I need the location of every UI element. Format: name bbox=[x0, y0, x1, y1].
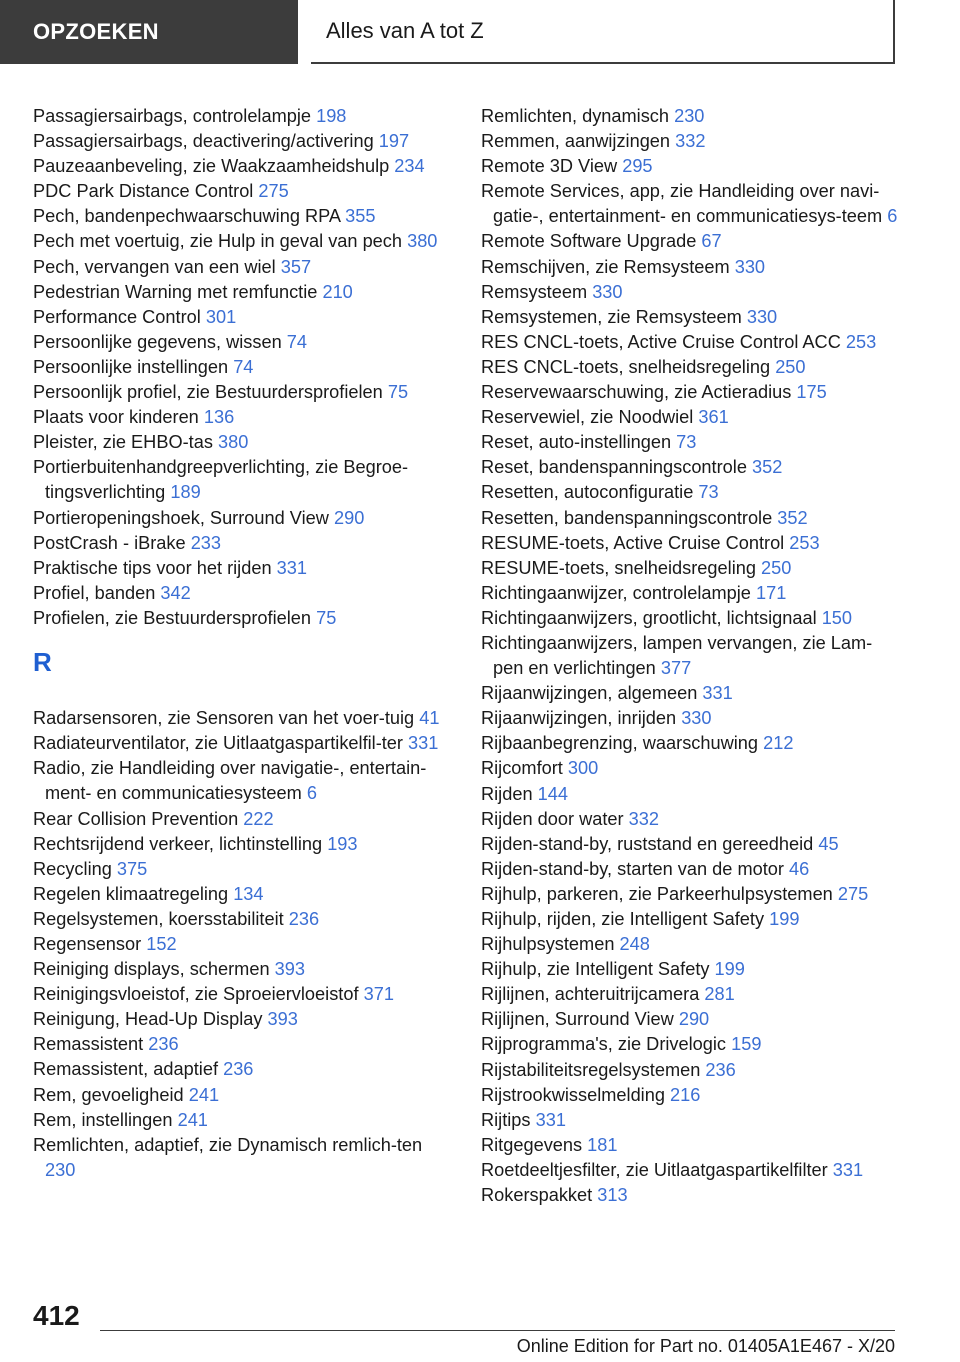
index-entry-page-link[interactable]: 73 bbox=[676, 432, 697, 453]
index-entry-page-link[interactable]: 331 bbox=[276, 557, 307, 578]
index-entry-text: Praktische tips voor het rijden bbox=[33, 557, 272, 578]
index-entry-page-link[interactable]: 175 bbox=[796, 382, 827, 403]
index-entry-page-link[interactable]: 313 bbox=[597, 1185, 628, 1206]
index-entry bbox=[481, 807, 901, 832]
index-entry bbox=[481, 857, 901, 882]
index-entry-text: Plaats voor kinderen bbox=[33, 407, 199, 428]
index-entry-page-link[interactable]: 342 bbox=[160, 582, 191, 603]
index-entry bbox=[481, 706, 901, 731]
index-entry-page-link[interactable]: 393 bbox=[274, 959, 305, 980]
index-entry-page-link[interactable]: 189 bbox=[170, 482, 201, 503]
index-entry bbox=[33, 807, 453, 832]
index-entry bbox=[481, 305, 901, 330]
index-entry-text: Remlichten, dynamisch bbox=[481, 106, 670, 126]
index-entry-text: RESUME-toets, Active Cruise Control bbox=[481, 532, 785, 553]
index-entry bbox=[33, 179, 453, 204]
index-entry-page-link[interactable]: 199 bbox=[769, 909, 800, 929]
index-entry-text: Rijlijnen, achteruitrijcamera bbox=[481, 984, 700, 1005]
index-entry bbox=[481, 606, 901, 631]
index-entry-page-link[interactable]: 330 bbox=[746, 306, 778, 327]
index-entry bbox=[33, 355, 453, 380]
index-entry-text: Rijtips bbox=[481, 1109, 531, 1130]
index-entry bbox=[481, 782, 901, 807]
index-entry-page-link[interactable]: 73 bbox=[698, 482, 719, 503]
index-entry-page-link[interactable]: 222 bbox=[243, 808, 274, 829]
index-entry-text: Persoonlijke gegevens, wissen bbox=[33, 331, 282, 352]
index-entry-page-link[interactable]: 74 bbox=[286, 331, 307, 352]
index-entry-page-link[interactable]: 275 bbox=[258, 181, 289, 202]
index-entry-page-link[interactable]: 380 bbox=[407, 231, 438, 252]
index-entry-page-link[interactable]: 352 bbox=[752, 457, 783, 478]
index-entry bbox=[481, 380, 901, 405]
index-entry-text: Rijstrookwisselmelding bbox=[481, 1084, 665, 1105]
index-entry-page-link[interactable]: 152 bbox=[146, 934, 177, 954]
index-entry bbox=[33, 1083, 453, 1108]
footer-edition-text: Online Edition for Part no. 01405A1E467 - X/20 bbox=[516, 1336, 895, 1356]
index-entry bbox=[481, 681, 901, 706]
index-letter-heading: R bbox=[33, 646, 52, 677]
index-entries-p bbox=[33, 104, 453, 631]
index-entry bbox=[33, 405, 453, 430]
index-entry-text: Recycling bbox=[33, 858, 112, 879]
index-entry bbox=[33, 129, 453, 154]
index-entry-page-link[interactable]: 281 bbox=[704, 984, 735, 1005]
index-entry-page-link[interactable]: 234 bbox=[394, 156, 425, 177]
index-entry-text: PostCrash - iBrake bbox=[33, 532, 186, 553]
index-entry bbox=[481, 330, 901, 355]
index-entry-text: Remote Services, app, zie Handleiding over navi-gatie-, entertainment- en communicatiesys-teem bbox=[481, 181, 883, 227]
index-entry bbox=[33, 229, 453, 254]
index-entry bbox=[33, 1032, 453, 1057]
index-entry bbox=[481, 1032, 901, 1057]
index-entry-text: Profielen, zie Bestuurdersprofielen bbox=[33, 607, 312, 628]
index-entry bbox=[33, 556, 453, 581]
index-entry bbox=[481, 531, 901, 556]
index-entry bbox=[481, 631, 901, 681]
index-entry-text: RESUME-toets, snelheidsregeling bbox=[481, 557, 756, 578]
index-entry-text: Reservewaarschuwing, zie Actieradius bbox=[481, 382, 792, 403]
index-entry-page-link[interactable]: 295 bbox=[622, 156, 653, 177]
index-entry-text: Pech, vervangen van een wiel bbox=[33, 256, 276, 277]
index-entry-page-link[interactable]: 331 bbox=[702, 683, 733, 704]
index-entry-page-link[interactable]: 290 bbox=[333, 507, 365, 528]
index-entry-page-link[interactable]: 236 bbox=[288, 908, 320, 929]
index-entry bbox=[33, 932, 453, 957]
index-entry bbox=[481, 982, 901, 1007]
page-number: 412 bbox=[33, 1300, 80, 1331]
index-entry-page-link[interactable]: 199 bbox=[714, 959, 745, 980]
index-entry-text: Radarsensoren, zie Sensoren van het voer-tuig bbox=[33, 708, 415, 729]
index-entry-text: Rijstabiliteitsregelsystemen bbox=[481, 1059, 701, 1080]
index-entry-text: RES CNCL-toets, snelheidsregeling bbox=[481, 356, 771, 377]
index-entry-text: Performance Control bbox=[33, 306, 201, 327]
index-entry-text: Resetten, bandenspanningscontrole bbox=[481, 507, 773, 528]
index-entry-text: Reservewiel, zie Noodwiel bbox=[481, 407, 694, 428]
index-entry-page-link[interactable]: 230 bbox=[45, 1159, 76, 1180]
index-entry-text: Pech met voertuig, zie Hulp in geval van pech bbox=[33, 231, 403, 252]
index-entry-text: Rem, instellingen bbox=[33, 1109, 173, 1130]
index-entry-text: Pech, bandenpechwaarschuwing RPA bbox=[33, 206, 341, 227]
index-entry-page-link[interactable]: 330 bbox=[592, 281, 623, 302]
index-entry bbox=[481, 832, 901, 857]
index-entry-page-link[interactable]: 45 bbox=[818, 833, 839, 854]
index-entry bbox=[33, 832, 453, 857]
index-entry-text: Richtingaanwijzers, grootlicht, lichtsignaal bbox=[481, 607, 817, 628]
index-entry-page-link[interactable]: 250 bbox=[775, 356, 806, 377]
index-entry-page-link[interactable]: 380 bbox=[217, 432, 249, 453]
index-entry-text: Rijhulp, rijden, zie Intelligent Safety bbox=[481, 909, 765, 929]
index-entry-page-link[interactable]: 236 bbox=[148, 1034, 179, 1055]
index-entry bbox=[481, 1158, 901, 1183]
index-entry bbox=[33, 255, 453, 280]
index-entry-text: Rem, gevoeligheid bbox=[33, 1084, 184, 1105]
index-column-left bbox=[33, 104, 453, 1183]
index-entry-page-link[interactable]: 330 bbox=[734, 256, 766, 277]
index-entry-text: Rijcomfort bbox=[481, 758, 563, 779]
index-entry-page-link[interactable]: 355 bbox=[345, 206, 376, 227]
index-entry-page-link[interactable]: 241 bbox=[177, 1109, 208, 1130]
index-entry bbox=[33, 204, 453, 229]
index-entry bbox=[33, 982, 453, 1007]
index-entry-page-link[interactable]: 250 bbox=[761, 557, 792, 578]
index-entry bbox=[481, 907, 901, 932]
index-entry-page-link[interactable]: 300 bbox=[567, 758, 599, 779]
index-entry-text: Rijbaanbegrenzing, waarschuwing bbox=[481, 733, 759, 754]
index-entry-page-link[interactable]: 332 bbox=[675, 131, 706, 152]
index-entry bbox=[481, 1007, 901, 1032]
index-entry-page-link[interactable]: 375 bbox=[116, 858, 148, 879]
index-entry-text: Passagiersairbags, deactivering/activering bbox=[33, 131, 374, 152]
index-entry-text: Remassistent bbox=[33, 1034, 144, 1055]
index-entry-text: Profiel, banden bbox=[33, 582, 156, 603]
index-entry-page-link[interactable]: 352 bbox=[777, 507, 808, 528]
index-entry bbox=[481, 179, 901, 229]
index-entry-page-link[interactable]: 181 bbox=[587, 1134, 618, 1155]
index-entry bbox=[33, 104, 453, 129]
section-title: Alles van A tot Z bbox=[311, 0, 895, 64]
index-entry-text: Rijhulp, zie Intelligent Safety bbox=[481, 959, 710, 980]
index-entry-page-link[interactable]: 331 bbox=[408, 733, 439, 754]
index-entry-text: Rijden door water bbox=[481, 808, 624, 829]
index-entry-text: Remassistent, adaptief bbox=[33, 1059, 219, 1080]
index-entry-text: Rijden-stand-by, ruststand en gereedheid bbox=[481, 833, 814, 854]
index-entry bbox=[481, 1083, 901, 1108]
index-entry-text: Remote Software Upgrade bbox=[481, 231, 697, 252]
index-entry-page-link[interactable]: 393 bbox=[267, 1009, 298, 1030]
index-entry-page-link[interactable]: 74 bbox=[233, 356, 254, 377]
index-entry-text: Passagiersairbags, controlelampje bbox=[33, 106, 312, 126]
index-entry-text: Persoonlijke instellingen bbox=[33, 356, 229, 377]
index-entry bbox=[33, 581, 453, 606]
index-entry bbox=[481, 1133, 901, 1158]
index-entry bbox=[33, 305, 453, 330]
index-entry-text: Rijaanwijzingen, algemeen bbox=[481, 683, 698, 704]
index-entry bbox=[481, 731, 901, 756]
index-entry bbox=[33, 330, 453, 355]
index-entry bbox=[481, 756, 901, 781]
index-entry bbox=[481, 556, 901, 581]
index-entry-page-link[interactable]: 212 bbox=[763, 733, 794, 754]
index-entry-text: Remschijven, zie Remsysteem bbox=[481, 256, 730, 277]
index-entry-page-link[interactable]: 241 bbox=[188, 1084, 220, 1105]
index-entry-page-link[interactable]: 253 bbox=[789, 532, 820, 553]
index-entry-text: Regensensor bbox=[33, 934, 142, 954]
index-entry-page-link[interactable]: 331 bbox=[832, 1159, 864, 1180]
index-entry-page-link[interactable]: 134 bbox=[233, 883, 264, 904]
index-entry-text: Reiniging displays, schermen bbox=[33, 959, 270, 980]
index-entry-text: Remmen, aanwijzingen bbox=[481, 131, 671, 152]
footer-divider bbox=[100, 1330, 895, 1331]
index-entry bbox=[33, 430, 453, 455]
index-entry-page-link[interactable]: 210 bbox=[322, 281, 353, 302]
index-entry bbox=[481, 506, 901, 531]
index-entry-page-link[interactable]: 275 bbox=[837, 883, 869, 904]
index-entry-text: Regelsystemen, koersstabiliteit bbox=[33, 908, 284, 929]
index-entry-page-link[interactable]: 290 bbox=[678, 1009, 710, 1030]
index-entry-text: Persoonlijk profiel, zie Bestuurdersprofielen bbox=[33, 382, 383, 403]
index-entry bbox=[481, 581, 901, 606]
index-entry-text: Resetten, autoconfiguratie bbox=[481, 482, 694, 503]
index-entry-page-link[interactable]: 236 bbox=[223, 1059, 254, 1080]
index-entry-text: Rijden bbox=[481, 783, 533, 804]
index-entry-page-link[interactable]: 198 bbox=[316, 106, 347, 126]
index-entry-text: Rechtsrijdend verkeer, lichtinstelling bbox=[33, 833, 323, 854]
index-entry bbox=[481, 957, 901, 982]
index-entry bbox=[481, 255, 901, 280]
index-entry-page-link[interactable]: 332 bbox=[628, 808, 659, 829]
section-tab[interactable]: OPZOEKEN bbox=[0, 0, 298, 64]
index-entry-text: Rijprogramma's, zie Drivelogic bbox=[481, 1034, 727, 1055]
index-entry-text: Ritgegevens bbox=[481, 1134, 583, 1155]
index-entry-page-link[interactable]: 330 bbox=[681, 708, 712, 729]
index-entry-page-link[interactable]: 67 bbox=[701, 231, 722, 252]
index-entry bbox=[481, 280, 901, 305]
index-entry-text: Pleister, zie EHBO-tas bbox=[33, 432, 213, 453]
index-entries-r-continued bbox=[481, 104, 901, 1208]
index-entry-page-link[interactable]: 357 bbox=[280, 256, 312, 277]
index-entry-page-link[interactable]: 46 bbox=[789, 858, 810, 879]
index-entry bbox=[481, 932, 901, 957]
index-entry-text: Rokerspakket bbox=[481, 1185, 593, 1206]
index-entry-text: Rijaanwijzingen, inrijden bbox=[481, 708, 677, 729]
index-entry bbox=[481, 405, 901, 430]
index-entry-page-link[interactable]: 75 bbox=[387, 382, 409, 403]
index-entry-page-link[interactable]: 150 bbox=[821, 607, 853, 628]
index-entry bbox=[33, 280, 453, 305]
index-entry bbox=[481, 882, 901, 907]
index-entries-r bbox=[33, 706, 453, 1183]
index-entry bbox=[33, 882, 453, 907]
index-entry-text: Reinigung, Head-Up Display bbox=[33, 1009, 263, 1030]
index-entry-page-link[interactable]: 41 bbox=[419, 708, 440, 729]
index-entry bbox=[33, 907, 453, 932]
index-entry-text: Radiateurventilator, zie Uitlaatgaspartikelfil-ter bbox=[33, 733, 403, 754]
index-entry-text: Rijden-stand-by, starten van de motor bbox=[481, 858, 784, 879]
index-entry bbox=[481, 229, 901, 254]
index-entry-page-link[interactable]: 230 bbox=[674, 106, 705, 126]
index-entry bbox=[481, 1108, 901, 1133]
index-entry-page-link[interactable]: 253 bbox=[845, 331, 877, 352]
index-entry-text: Radio, zie Handleiding over navigatie-, entertain-ment- en communicatiesysteem bbox=[33, 758, 427, 804]
index-entry-page-link[interactable]: 301 bbox=[205, 306, 237, 327]
index-entry bbox=[33, 506, 453, 531]
index-entry-text: Rijhulp, parkeren, zie Parkeerhulpsystemen bbox=[481, 883, 833, 904]
index-entry-page-link[interactable]: 136 bbox=[203, 407, 235, 428]
index-entry-text: Reset, bandenspanningscontrole bbox=[481, 457, 747, 478]
index-entry bbox=[481, 1058, 901, 1083]
index-entry bbox=[481, 154, 901, 179]
index-entry-page-link[interactable]: 171 bbox=[755, 582, 787, 603]
index-entry-text: Rijhulpsystemen bbox=[481, 934, 615, 955]
index-entry-text: Pauzeaanbeveling, zie Waakzaamheidshulp bbox=[33, 156, 390, 177]
index-entry bbox=[33, 706, 453, 731]
index-entry bbox=[481, 480, 901, 505]
index-entry-page-link[interactable]: 236 bbox=[705, 1059, 736, 1080]
index-entry bbox=[33, 455, 453, 505]
index-entry bbox=[481, 455, 901, 480]
index-entry bbox=[481, 104, 901, 129]
index-entry-text: Richtingaanwijzers, lampen vervangen, zie Lam-pen en verlichtingen bbox=[481, 632, 873, 679]
index-entry bbox=[481, 355, 901, 380]
index-entry-page-link[interactable]: 144 bbox=[537, 783, 568, 804]
index-entry-text: Rear Collision Prevention bbox=[33, 808, 239, 829]
index-entry-page-link[interactable]: 248 bbox=[619, 934, 650, 955]
index-column-right bbox=[481, 104, 901, 1208]
index-entry bbox=[33, 1108, 453, 1133]
index-entry-text: Roetdeeltjesfilter, zie Uitlaatgaspartikelfilter bbox=[481, 1159, 828, 1180]
index-entry-text: Portieropeningshoek, Surround View bbox=[33, 507, 329, 528]
index-entry bbox=[33, 1057, 453, 1082]
index-entry-page-link[interactable]: 6 bbox=[306, 783, 317, 804]
index-entry bbox=[33, 606, 453, 631]
index-entry-text: Remsystemen, zie Remsysteem bbox=[481, 306, 742, 327]
page-header bbox=[0, 0, 960, 66]
index-entry-text: Remote 3D View bbox=[481, 156, 618, 177]
index-entry-page-link[interactable]: 331 bbox=[535, 1109, 566, 1130]
index-entry bbox=[33, 154, 453, 179]
index-entry-page-link[interactable]: 377 bbox=[660, 658, 692, 679]
index-entry-page-link[interactable]: 75 bbox=[316, 607, 337, 628]
index-entry bbox=[33, 756, 453, 806]
index-entry-page-link[interactable]: 159 bbox=[731, 1034, 762, 1055]
index-entry-page-link[interactable]: 197 bbox=[378, 131, 410, 152]
index-entry bbox=[33, 731, 453, 756]
index-entry-text: RES CNCL-toets, Active Cruise Control ACC bbox=[481, 331, 841, 352]
index-entry-text: Portierbuitenhandgreepverlichting, zie Begroe-tingsverlichting bbox=[33, 457, 409, 503]
index-entry-page-link[interactable]: 6 bbox=[887, 206, 898, 227]
index-entry bbox=[481, 1183, 901, 1208]
index-entry bbox=[33, 857, 453, 882]
index-entry-page-link[interactable]: 233 bbox=[190, 532, 222, 553]
index-entry bbox=[481, 129, 901, 154]
index-entry bbox=[33, 1133, 453, 1183]
index-entry-page-link[interactable]: 371 bbox=[363, 984, 394, 1005]
index-entry-page-link[interactable]: 216 bbox=[670, 1084, 701, 1105]
index-entry-text: Rijlijnen, Surround View bbox=[481, 1009, 674, 1030]
index-entry-page-link[interactable]: 193 bbox=[327, 833, 358, 854]
index-entry-page-link[interactable]: 361 bbox=[698, 407, 729, 428]
index-entry-text: Reset, auto-instellingen bbox=[481, 432, 672, 453]
index-entry-text: Reinigingsvloeistof, zie Sproeiervloeistof bbox=[33, 984, 359, 1005]
index-entry bbox=[33, 1007, 453, 1032]
index-entry-text: Richtingaanwijzer, controlelampje bbox=[481, 582, 751, 603]
index-entry-text: Regelen klimaatregeling bbox=[33, 883, 229, 904]
index-entry-text: Remlichten, adaptief, zie Dynamisch remlich-ten bbox=[33, 1134, 423, 1155]
index-entry bbox=[481, 430, 901, 455]
index-entry bbox=[33, 957, 453, 982]
index-entry-text: Pedestrian Warning met remfunctie bbox=[33, 281, 318, 302]
index-entry bbox=[33, 531, 453, 556]
index-entry bbox=[33, 380, 453, 405]
index-entry-text: Remsysteem bbox=[481, 281, 588, 302]
index-entry-text: PDC Park Distance Control bbox=[33, 181, 254, 202]
